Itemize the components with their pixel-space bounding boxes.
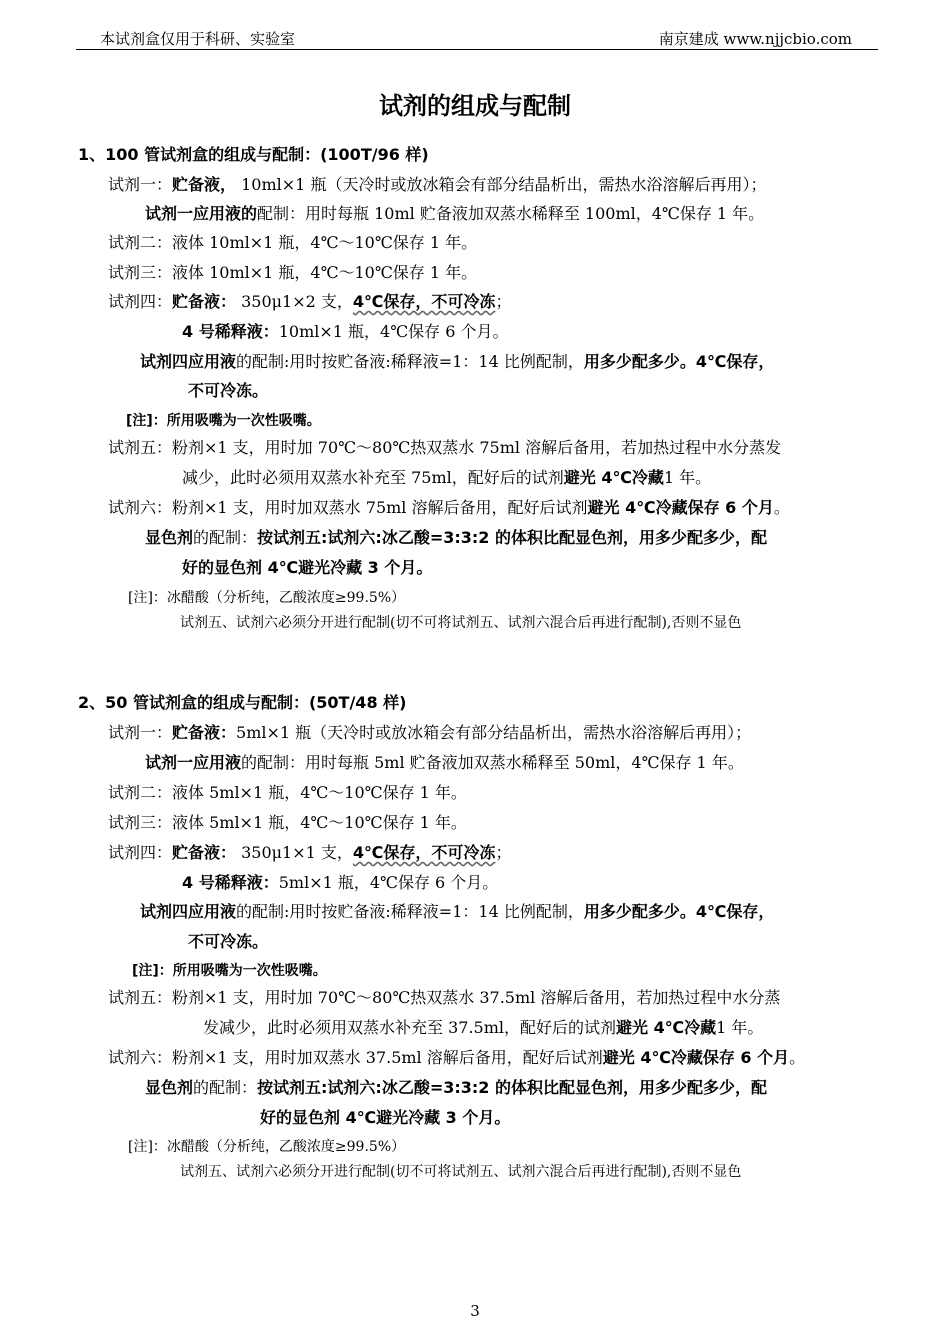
s1-r1app-text: 配制：用时每瓶 10ml 贮备液加双蒸水稀释至 100ml，4℃保存 1 年。 <box>257 204 765 223</box>
s2-reagent-6 <box>108 1048 805 1068</box>
page-number: 3 <box>470 1302 480 1320</box>
s2-reagent-2: 试剂二：液体 5ml×1 瓶，4℃～10℃保存 1 年。 <box>108 783 467 802</box>
header-right-text: 南京建成 www.njjcbio.com <box>658 30 852 48</box>
s1-r4dil-bold: 4 号稀释液： <box>182 322 279 341</box>
s2-r5-line2-text: 发减少，此时必须用双蒸水补充至 37.5ml，配好后的试剂 <box>203 1018 617 1037</box>
s2-r4-bold: 贮备液： <box>172 843 237 862</box>
s2-r1app-bold: 试剂一应用液 <box>145 753 242 772</box>
s1-developer-line2: 好的显色剂 4℃避光冷藏 3 个月。 <box>182 558 433 577</box>
s2-r5-end: 1 年。 <box>716 1018 764 1037</box>
s2-dev-bold: 显色剂 <box>145 1078 194 1097</box>
section-1-heading: 1、100 管试剂盒的组成与配制：(100T/96 样) <box>78 145 429 164</box>
section-2-heading: 2、50 管试剂盒的组成与配制：(50T/48 样) <box>78 693 407 712</box>
s1-reagent-5-line2 <box>182 468 711 488</box>
s2-r4app-text: 的配制:用时按贮备液:稀释液=1：14 比例配制， <box>236 902 584 921</box>
header-divider <box>76 49 878 50</box>
s2-reagent-1-app <box>145 753 744 773</box>
s1-r1app-bold: 试剂一应用液的 <box>145 204 258 223</box>
s2-reagent-3: 试剂三：液体 5ml×1 瓶，4℃～10℃保存 1 年。 <box>108 813 467 832</box>
s2-r1app-text: 的配制：用时每瓶 5ml 贮备液加双蒸水稀释至 50ml，4℃保存 1 年。 <box>241 753 744 772</box>
s2-r4-label: 试剂四： <box>108 843 173 862</box>
s1-r1-text: 10ml×1 瓶（天冷时或放冰箱会有部分结晶析出，需热水浴溶解后再用）； <box>236 175 767 194</box>
s2-note-tip: [注]：所用吸嘴为一次性吸嘴。 <box>132 963 327 979</box>
s2-dev-text: 的配制： <box>193 1078 258 1097</box>
s2-note-acetic: [注]：冰醋酸（分析纯，乙酸浓度≥99.5%） <box>128 1139 406 1155</box>
s2-r6-text: 试剂六：粉剂×1 支，用时加双蒸水 37.5ml 溶解后备用，配好后试剂 <box>108 1048 603 1067</box>
header-left-text: 本试剂盒仅用于科研、实验室 <box>100 30 296 48</box>
s1-reagent-4-diluent <box>182 322 508 342</box>
s2-reagent-4-app <box>140 902 774 922</box>
s1-reagent-3: 试剂三：液体 10ml×1 瓶，4℃～10℃保存 1 年。 <box>108 263 478 282</box>
s2-reagent-4-app-line2: 不可冷冻。 <box>188 932 269 951</box>
s2-reagent-5-line2 <box>203 1018 763 1038</box>
s2-r4dil-text: 5ml×1 瓶，4℃保存 6 个月。 <box>278 873 499 892</box>
s1-r5-line2-text: 减少，此时必须用双蒸水补充至 75ml，配好后的试剂 <box>182 468 564 487</box>
s2-r4dil-bold: 4 号稀释液： <box>182 873 279 892</box>
s2-r4app-bold2: 用多少配多少。4℃保存， <box>583 902 775 921</box>
s1-reagent-4 <box>108 292 511 312</box>
s2-reagent-1 <box>108 723 751 743</box>
s1-reagent-6 <box>108 498 790 518</box>
s1-reagent-1-app <box>145 204 764 224</box>
s2-r5-bold: 避光 4℃冷藏 <box>616 1018 717 1037</box>
s1-r6-bold: 避光 4℃冷藏保存 6 个月 <box>587 498 774 517</box>
s1-r6-end: 。 <box>773 498 790 517</box>
s1-note-separate: 试剂五、试剂六必须分开进行配制(切不可将试剂五、试剂六混合后再进行配制),否则不显色 <box>180 615 742 631</box>
s2-developer-line2: 好的显色剂 4℃避光冷藏 3 个月。 <box>260 1108 511 1127</box>
s1-dev-bold: 显色剂 <box>145 528 194 547</box>
s1-dev-text: 的配制： <box>193 528 258 547</box>
s1-reagent-2: 试剂二：液体 10ml×1 瓶，4℃～10℃保存 1 年。 <box>108 233 478 252</box>
s2-r4-text: 350μ1×1 支， <box>236 843 353 862</box>
s2-dev-bold2: 按试剂五:试剂六:冰乙酸=3:3:2 的体积比配显色剂，用多少配多少，配 <box>257 1078 768 1097</box>
s2-r1-bold: 贮备液： <box>172 723 237 742</box>
s1-r4app-text: 的配制:用时按贮备液:稀释液=1：14 比例配制， <box>236 352 584 371</box>
s2-r4-wavy: 4℃保存，不可冷冻 <box>352 843 496 862</box>
s1-note-tip: [注]：所用吸嘴为一次性吸嘴。 <box>126 413 321 429</box>
s1-developer <box>145 528 767 548</box>
s2-r4-end: ； <box>495 843 512 862</box>
s2-reagent-4-diluent <box>182 873 498 893</box>
s1-r4app-bold2: 用多少配多少。4℃保存， <box>583 352 775 371</box>
s1-r1-label: 试剂一： <box>108 175 173 194</box>
s1-r5-bold: 避光 4℃冷藏 <box>563 468 664 487</box>
s2-reagent-4 <box>108 843 511 863</box>
s1-note-acetic: [注]：冰醋酸（分析纯，乙酸浓度≥99.5%） <box>128 590 406 606</box>
s2-note-separate: 试剂五、试剂六必须分开进行配制(切不可将试剂五、试剂六混合后再进行配制),否则不显色 <box>180 1164 742 1180</box>
s1-r6-text: 试剂六：粉剂×1 支，用时加双蒸水 75ml 溶解后备用，配好后试剂 <box>108 498 588 517</box>
s1-r4-label: 试剂四： <box>108 292 173 311</box>
s1-reagent-1 <box>108 175 766 195</box>
s1-dev-bold2: 按试剂五:试剂六:冰乙酸=3:3:2 的体积比配显色剂，用多少配多少，配 <box>257 528 768 547</box>
s1-r4dil-text: 10ml×1 瓶，4℃保存 6 个月。 <box>278 322 509 341</box>
s2-r4app-bold: 试剂四应用液 <box>140 902 237 921</box>
s1-reagent-4-app-line2: 不可冷冻。 <box>188 381 269 400</box>
page-title: 试剂的组成与配制 <box>379 92 571 120</box>
s1-r4-end: ； <box>495 292 512 311</box>
s1-r4app-bold: 试剂四应用液 <box>140 352 237 371</box>
s2-r6-bold: 避光 4℃冷藏保存 6 个月 <box>602 1048 790 1067</box>
s1-r4-wavy: 4℃保存，不可冷冻 <box>352 292 496 311</box>
s2-reagent-5-line1: 试剂五：粉剂×1 支，用时加 70℃～80℃热双蒸水 37.5ml 溶解后备用，若加热过程中水分蒸 <box>108 988 781 1007</box>
s2-r1-text: 5ml×1 瓶（天冷时或放冰箱会有部分结晶析出，需热水浴溶解后再用）； <box>236 723 752 742</box>
s1-reagent-4-app <box>140 352 774 372</box>
s2-r6-end: 。 <box>789 1048 806 1067</box>
s2-r1-label: 试剂一： <box>108 723 173 742</box>
s1-r4-text: 350μ1×2 支， <box>236 292 353 311</box>
s1-reagent-5-line1: 试剂五：粉剂×1 支，用时加 70℃～80℃热双蒸水 75ml 溶解后备用，若加热过程中水分蒸发 <box>108 438 782 457</box>
s1-r4-bold: 贮备液： <box>172 292 237 311</box>
s1-r5-end: 1 年。 <box>663 468 712 487</box>
s1-r1-bold: 贮备液， <box>172 175 237 194</box>
s2-developer <box>145 1078 767 1098</box>
